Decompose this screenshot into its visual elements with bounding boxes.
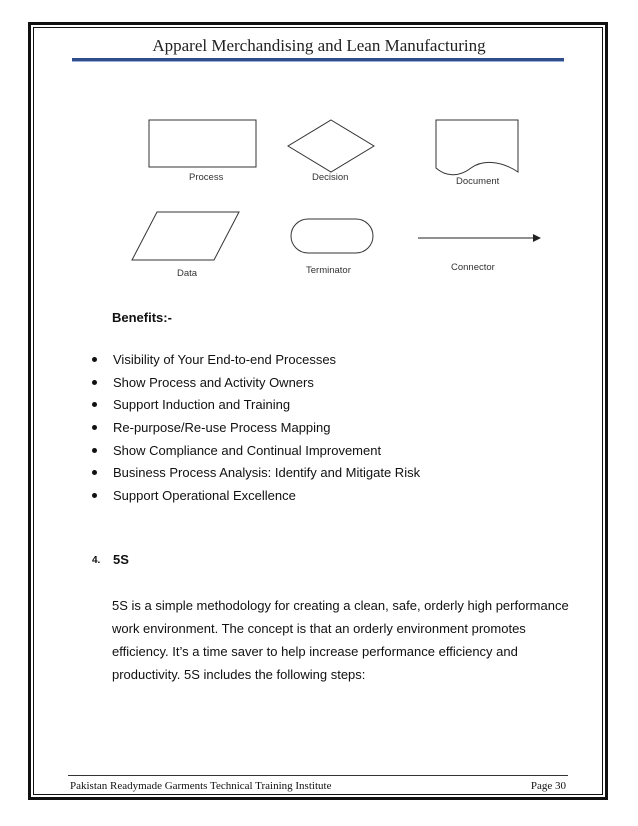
connector-label: Connector bbox=[451, 262, 495, 273]
bullet-icon bbox=[92, 425, 97, 430]
data-label: Data bbox=[177, 268, 198, 279]
process-label: Process bbox=[189, 172, 224, 183]
footer-page-number: Page 30 bbox=[530, 780, 566, 792]
list-item bbox=[92, 351, 420, 374]
list-item-text: Support Operational Excellence bbox=[113, 488, 296, 504]
list-item-text: Show Compliance and Continual Improvement bbox=[113, 442, 382, 458]
header-rule bbox=[72, 58, 564, 62]
bullet-icon bbox=[92, 402, 97, 407]
header-title: Apparel Merchandising and Lean Manufacturing bbox=[152, 36, 486, 55]
list-item-text: Business Process Analysis: Identify and Mitigate Risk bbox=[113, 465, 421, 481]
benefits-heading: Benefits:- bbox=[112, 310, 172, 325]
list-item bbox=[92, 419, 420, 442]
section-title: 5S bbox=[113, 552, 129, 567]
list-item-text: Visibility of Your End-to-end Processes bbox=[113, 352, 337, 367]
document-label: Document bbox=[456, 176, 500, 187]
list-item bbox=[92, 464, 420, 487]
list-item-text: Re-purpose/Re-use Process Mapping bbox=[113, 420, 331, 436]
section-paragraph: 5S is a simple methodology for creating a clean, safe, orderly high performance work environment. The concept is that an orderly environment promotes efficiency. It’s a time saver to help increase performance efficiency and productivity. 5S includes the following steps: bbox=[112, 598, 569, 682]
list-item-text: Show Process and Activity Owners bbox=[113, 374, 314, 390]
list-item bbox=[92, 374, 420, 397]
section-number: 4. bbox=[92, 555, 101, 566]
terminator-label: Terminator bbox=[306, 265, 351, 276]
footer-institute: Pakistan Readymade Garments Technical Training Institute bbox=[70, 780, 332, 792]
list-item bbox=[92, 442, 420, 465]
bullet-icon bbox=[92, 357, 97, 362]
bullet-icon bbox=[92, 493, 97, 498]
bullet-icon bbox=[92, 448, 97, 453]
list-item-text: Support Induction and Training bbox=[113, 397, 291, 413]
bullet-icon bbox=[92, 380, 97, 385]
bullet-icon bbox=[92, 470, 97, 475]
footer-rule bbox=[68, 775, 568, 776]
benefits-list bbox=[92, 351, 420, 510]
list-item bbox=[92, 396, 420, 419]
decision-label: Decision bbox=[312, 172, 349, 183]
list-item bbox=[92, 487, 420, 510]
